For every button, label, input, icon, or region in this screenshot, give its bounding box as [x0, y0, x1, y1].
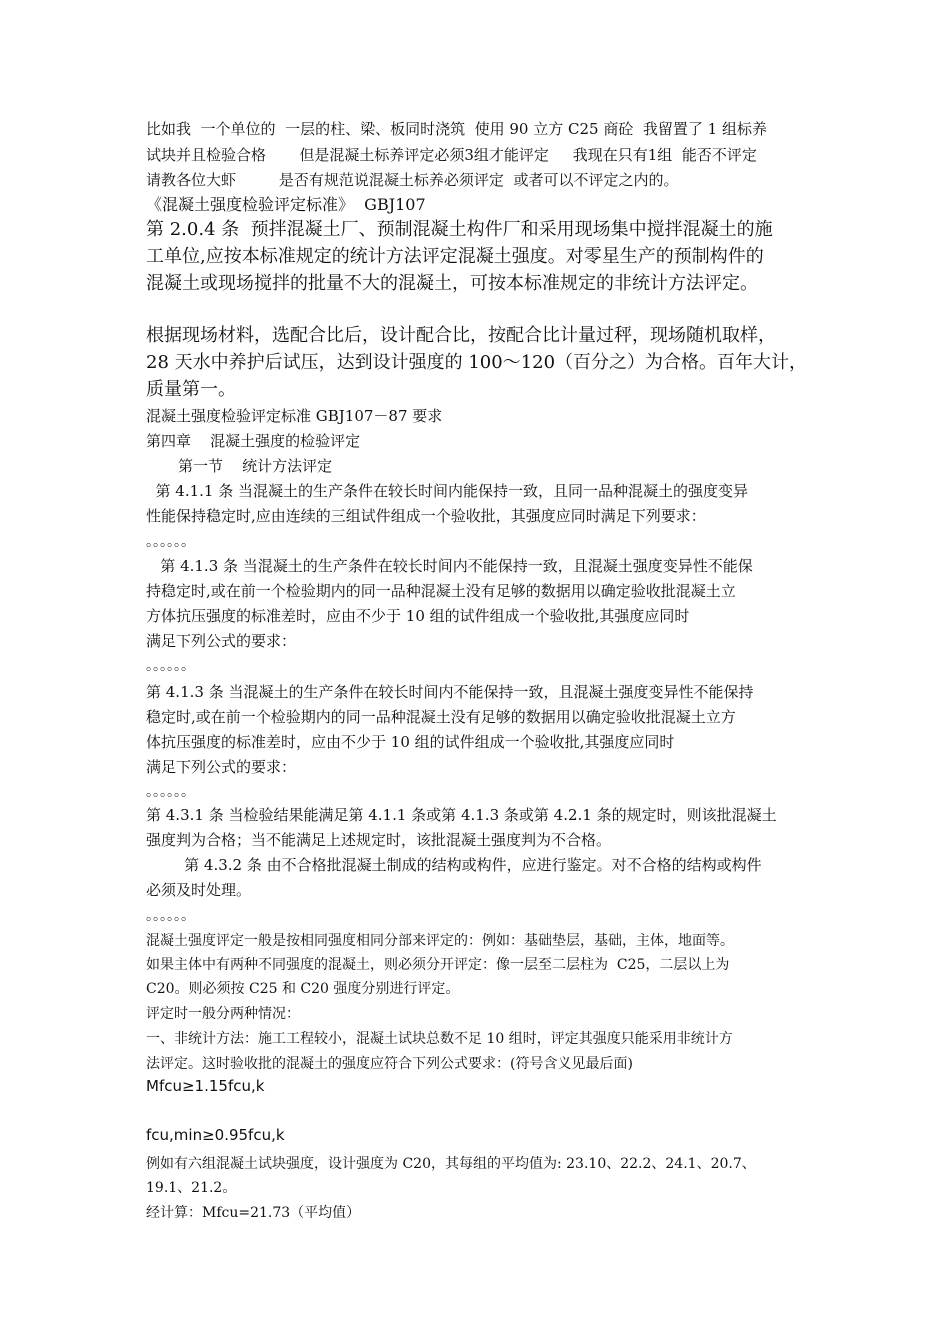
question-line-2: 试块并且检验合格 但是混凝土标养评定必须3组才能评定 我现在只有1组 能否不评定	[146, 146, 757, 164]
ellipsis-2: 。。。。。。	[146, 658, 195, 674]
reply-2-line-5: 一、非统计方法：施工工程较小，混凝土试块总数不足 10 组时，评定其强度只能采用非统计方	[146, 1031, 733, 1047]
reply-1-line-1: 根据现场材料，选配合比后，设计配合比，按配合比计量过秤，现场随机取样，	[146, 325, 776, 346]
question-line-1: 比如我 一个单位的 一层的柱、梁、板同时浇筑 使用 90 立方 C25 商砼 我留置了 1 组标养	[146, 120, 767, 138]
clause-413b-line-1: 第 4.1.3 条 当混凝土的生产条件在较长时间内不能保持一致，且混凝土强度变异性不能保持	[146, 683, 754, 701]
clause-432-line-1: 第 4.3.2 条 由不合格批混凝土制成的结构或构件，应进行鉴定。对不合格的结构或构件	[146, 856, 762, 874]
clause-204-line-2: 工单位,应按本标准规定的统计方法评定混凝土强度。对零星生产的预制构件的	[146, 246, 764, 267]
clause-204-line-3: 混凝土或现场搅拌的批量不大的混凝土，可按本标准规定的非统计方法评定。	[146, 273, 758, 294]
clause-413a-line-2: 持稳定时,或在前一个检验期内的同一品种混凝土没有足够的数据用以确定验收批混凝土立	[146, 582, 736, 600]
clause-431-line-2: 强度判为合格；当不能满足上述规定时，该批混凝土强度判为不合格。	[146, 831, 612, 849]
formula-1: Mfcu≥1.15fcu,k	[146, 1077, 265, 1095]
clause-413a-line-1: 第 4.1.3 条 当混凝土的生产条件在较长时间内不能保持一致，且混凝土强度变异性不能保	[146, 557, 753, 575]
reply-1-line-2: 28 天水中养护后试压，达到设计强度的 100～120（百分之）为合格。百年大计，	[146, 352, 808, 373]
ellipsis-4: 。。。。。。	[146, 908, 195, 924]
clause-413b-line-2: 稳定时,或在前一个检验期内的同一品种混凝土没有足够的数据用以确定验收批混凝土立方	[146, 708, 736, 726]
standard-title: 《混凝土强度检验评定标准》 GBJ107	[146, 195, 426, 214]
example-line-1: 例如有六组混凝土试块强度，设计强度为 C20，其每组的平均值为: 23.10、22.2、24.1、20.7、	[146, 1156, 756, 1172]
clause-413b-line-4: 满足下列公式的要求：	[146, 758, 297, 776]
reply-2-line-4: 评定时一般分两种情况：	[146, 1006, 300, 1022]
reply-2-line-6: 法评定。这时验收批的混凝土的强度应符合下列公式要求：(符号含义见最后面)	[146, 1056, 633, 1072]
reply-2-line-2: 如果主体中有两种不同强度的混凝土，则必须分开评定：像一层至二层柱为 C25，二层以上为	[146, 957, 730, 973]
reply-2-line-3: C20。则必须按 C25 和 C20 强度分别进行评定。	[146, 981, 460, 997]
chapter-4-heading: 第四章 混凝土强度的检验评定	[146, 432, 361, 450]
example-line-2: 19.1、21.2。	[146, 1180, 237, 1196]
standard-reference: 混凝土强度检验评定标准 GBJ107－87 要求	[146, 407, 443, 425]
clause-411-line-1: 第 4.1.1 条 当混凝土的生产条件在较长时间内能保持一致，且同一品种混凝土的强度变异	[146, 482, 749, 500]
clause-413b-line-3: 体抗压强度的标准差时，应由不少于 10 组的试件组成一个验收批,其强度应同时	[146, 733, 675, 751]
ellipsis-1: 。。。。。。	[146, 534, 195, 550]
section-1-heading: 第一节 统计方法评定	[178, 457, 333, 475]
reply-2-line-1: 混凝土强度评定一般是按相同强度相同分部来评定的：例如：基础垫层，基础，主体，地面等。	[146, 933, 734, 949]
clause-413a-line-4: 满足下列公式的要求：	[146, 632, 297, 650]
example-line-3: 经计算：Mfcu=21.73（平均值）	[146, 1205, 361, 1221]
clause-411-line-2: 性能保持稳定时,应由连续的三组试件组成一个验收批，其强度应同时满足下列要求：	[146, 507, 706, 525]
clause-413a-line-3: 方体抗压强度的标准差时，应由不少于 10 组的试件组成一个验收批,其强度应同时	[146, 607, 690, 625]
formula-2: fcu,min≥0.95fcu,k	[146, 1126, 285, 1144]
clause-431-line-1: 第 4.3.1 条 当检验结果能满足第 4.1.1 条或第 4.1.3 条或第 4.2.1 条的规定时，则该批混凝土	[146, 806, 777, 824]
question-line-3: 请教各位大虾 是否有规范说混凝土标养必须评定 或者可以不评定之内的。	[146, 171, 679, 189]
clause-432-line-2: 必须及时处理。	[146, 881, 252, 899]
reply-1-line-3: 质量第一。	[146, 379, 236, 400]
clause-204-line-1: 第 2.0.4 条 预拌混凝土厂、预制混凝土构件厂和采用现场集中搅拌混凝土的施	[146, 219, 773, 240]
ellipsis-3: 。。。。。。	[146, 784, 195, 800]
